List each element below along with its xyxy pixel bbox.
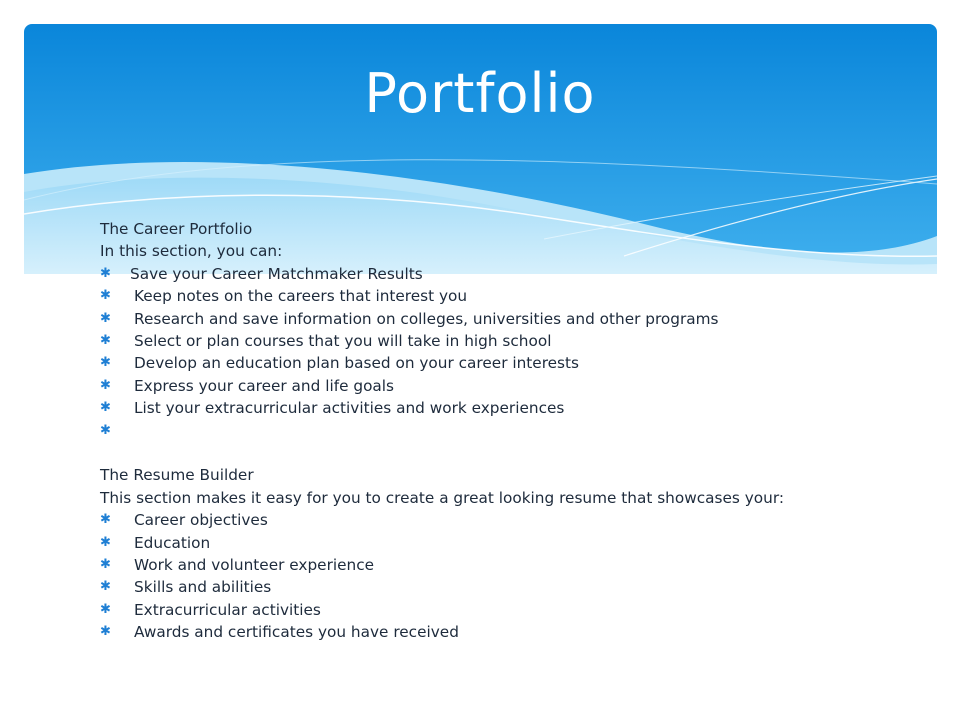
asterisk-bullet-icon: ✱ bbox=[100, 288, 111, 304]
asterisk-bullet-icon: ✱ bbox=[100, 534, 111, 550]
list-item-text: Express your career and life goals bbox=[134, 376, 395, 395]
list-item bbox=[100, 285, 920, 307]
resume-builder-heading: The Resume Builder bbox=[100, 466, 254, 485]
list-item-empty bbox=[100, 420, 920, 442]
asterisk-bullet-icon: ✱ bbox=[100, 557, 111, 573]
asterisk-bullet-icon: ✱ bbox=[100, 377, 111, 393]
list-item bbox=[100, 532, 920, 554]
section-spacer bbox=[100, 442, 920, 464]
list-item-text: Research and save information on colleges, universities and other programs bbox=[134, 309, 719, 328]
asterisk-bullet-icon: ✱ bbox=[100, 355, 111, 371]
list-item bbox=[100, 308, 920, 330]
list-item bbox=[100, 599, 920, 621]
list-item bbox=[100, 352, 920, 374]
list-item-text: Skills and abilities bbox=[134, 578, 272, 597]
asterisk-bullet-icon: ✱ bbox=[100, 624, 111, 640]
asterisk-bullet-icon: ✱ bbox=[100, 601, 111, 617]
list-item-text: Career objectives bbox=[134, 511, 268, 530]
list-item bbox=[100, 375, 920, 397]
list-item-text: Extracurricular activities bbox=[134, 600, 321, 619]
list-item-text: Work and volunteer experience bbox=[134, 556, 375, 575]
list-item bbox=[100, 621, 920, 643]
list-item-text: Develop an education plan based on your career interests bbox=[134, 354, 579, 373]
asterisk-bullet-icon: ✱ bbox=[100, 310, 111, 326]
asterisk-bullet-icon: ✱ bbox=[100, 400, 111, 416]
list-item bbox=[100, 397, 920, 419]
list-item-text: Awards and certificates you have received bbox=[134, 623, 459, 642]
career-portfolio-heading: The Career Portfolio bbox=[100, 220, 253, 238]
asterisk-bullet-icon: ✱ bbox=[100, 579, 111, 595]
asterisk-bullet-icon: ✱ bbox=[100, 333, 111, 349]
list-item bbox=[100, 554, 920, 576]
asterisk-bullet-icon: ✱ bbox=[100, 512, 111, 528]
asterisk-bullet-icon: ✱ bbox=[100, 422, 111, 438]
list-item-text: Select or plan courses that you will take in high school bbox=[134, 332, 552, 351]
list-item bbox=[100, 263, 920, 285]
list-item-text: Education bbox=[134, 533, 211, 552]
resume-builder-intro: This section makes it easy for you to create a great looking resume that showcases your: bbox=[100, 488, 785, 507]
list-item bbox=[100, 576, 920, 598]
list-item-text: List your extracurricular activities and work experiences bbox=[134, 399, 565, 418]
slide-title: Portfolio bbox=[364, 62, 596, 125]
list-item bbox=[100, 330, 920, 352]
list-item bbox=[100, 509, 920, 531]
list-item-text: Keep notes on the careers that interest you bbox=[134, 287, 468, 306]
asterisk-bullet-icon: ✱ bbox=[100, 265, 111, 281]
career-portfolio-intro: In this section, you can: bbox=[100, 242, 283, 261]
list-item-text: Save your Career Matchmaker Results bbox=[130, 264, 423, 283]
slide-body bbox=[100, 218, 920, 644]
